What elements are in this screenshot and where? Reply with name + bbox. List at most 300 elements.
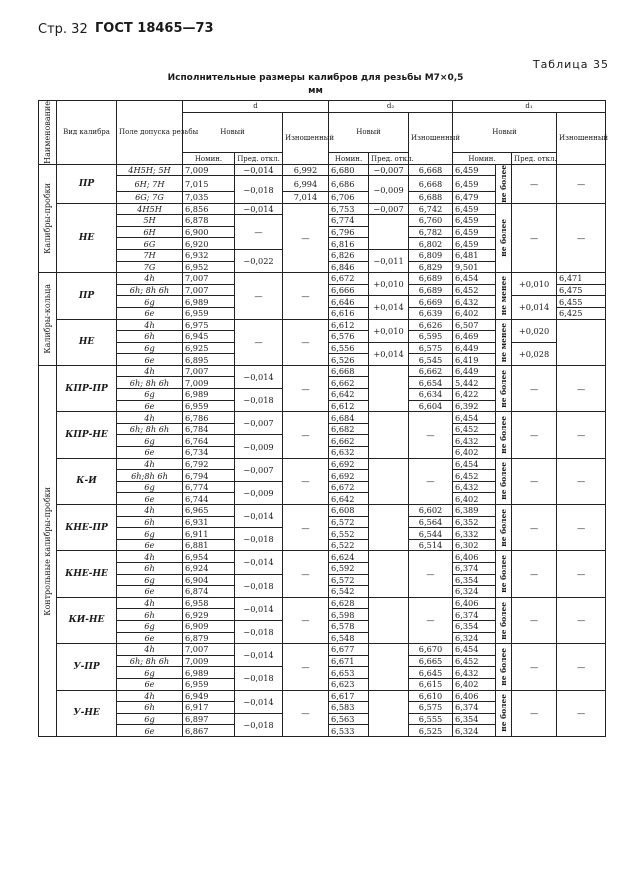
d-nominal: 6,867 <box>183 725 235 737</box>
limit-note: не более <box>496 597 512 643</box>
limit-note: не более <box>496 458 512 504</box>
d2-deviation: +0,014 <box>369 296 409 319</box>
d1-nominal: 6,374 <box>453 562 496 574</box>
d1-deviation: — <box>512 164 557 203</box>
tolerance-field: 6e <box>117 447 183 459</box>
limit-note: не менее <box>496 273 512 319</box>
tolerance-field: 7H <box>117 249 183 261</box>
d1-worn: — <box>557 505 606 551</box>
standard-number: ГОСТ 18465—73 <box>95 21 214 36</box>
d-worn: — <box>283 505 329 551</box>
table-row <box>39 597 606 609</box>
d1-worn: — <box>557 412 606 458</box>
d2-nominal: 6,692 <box>329 458 369 470</box>
d1-nominal: 6,454 <box>453 644 496 656</box>
header-d1-new: Новый <box>453 112 557 153</box>
limit-note: не более <box>496 551 512 597</box>
d-deviation: −0,014 <box>235 505 283 528</box>
d-deviation: −0,009 <box>235 435 283 458</box>
d2-worn: — <box>409 597 453 643</box>
d2-nominal: 6,624 <box>329 551 369 563</box>
d2-worn: 6,610 <box>409 690 453 702</box>
d2-worn: 6,575 <box>409 702 453 714</box>
d2-worn: 6,809 <box>409 249 453 261</box>
d1-nominal: 6,459 <box>453 203 496 215</box>
d2-deviation: −0,007 <box>369 203 409 215</box>
gauge-dimensions-table <box>38 100 609 737</box>
d2-deviation <box>369 505 409 551</box>
limit-note: не более <box>496 505 512 551</box>
d1-nominal: 6,324 <box>453 586 496 598</box>
d-nominal: 6,917 <box>183 702 235 714</box>
d2-worn: 6,514 <box>409 539 453 551</box>
d-worn: — <box>283 203 329 273</box>
tolerance-field: 6H <box>117 226 183 238</box>
d2-worn: 6,615 <box>409 678 453 690</box>
d-deviation: −0,018 <box>235 620 283 643</box>
table-title: Исполнительные размеры калибров для резьбы М7×0,5 <box>167 73 464 83</box>
tolerance-field: 6h;8h 6h <box>117 470 183 482</box>
d2-worn: 6,668 <box>409 164 453 176</box>
gauge-type: ПР <box>57 273 117 319</box>
tolerance-field: 6g <box>117 389 183 401</box>
d2-deviation <box>369 215 409 250</box>
d1-deviation: — <box>512 458 557 504</box>
d1-nominal: 6,459 <box>453 238 496 250</box>
d2-worn: 6,668 <box>409 176 453 192</box>
tolerance-field: 6e <box>117 400 183 412</box>
d1-nominal: 6,449 <box>453 365 496 377</box>
d2-worn: 6,802 <box>409 238 453 250</box>
d1-nominal: 6,507 <box>453 319 496 331</box>
d2-deviation: +0,010 <box>369 319 409 342</box>
limit-note: не более <box>496 203 512 273</box>
tolerance-field: 6h; 8h 6h <box>117 423 183 435</box>
d1-nominal: 6,402 <box>453 307 496 319</box>
d2-worn: 6,742 <box>409 203 453 215</box>
d-deviation: −0,014 <box>235 203 283 215</box>
d-deviation: −0,014 <box>235 164 283 176</box>
d2-worn: 6,689 <box>409 284 453 296</box>
limit-note: не более <box>496 690 512 736</box>
group-label: Калибры-пробки <box>39 164 57 272</box>
tolerance-field: 7G <box>117 261 183 273</box>
d2-nominal: 6,816 <box>329 238 369 250</box>
gauge-type: КПР-НЕ <box>57 412 117 458</box>
d2-nominal: 6,826 <box>329 249 369 261</box>
d1-nominal: 6,469 <box>453 331 496 343</box>
tolerance-field: 6e <box>117 354 183 366</box>
header-d-new: Новый <box>183 112 283 153</box>
tolerance-field: 6e <box>117 725 183 737</box>
tolerance-field: 6e <box>117 493 183 505</box>
d-nominal: 6,965 <box>183 505 235 517</box>
d2-nominal: 6,628 <box>329 597 369 609</box>
tolerance-field: 4h <box>117 365 183 377</box>
d2-worn: 6,555 <box>409 713 453 725</box>
tolerance-field: 6h; 8h 6h <box>117 284 183 296</box>
d-deviation: −0,014 <box>235 597 283 620</box>
d1-nominal: 6,352 <box>453 516 496 528</box>
d-worn: — <box>283 597 329 643</box>
d2-nominal: 6,642 <box>329 493 369 505</box>
tolerance-field: 6e <box>117 586 183 598</box>
d-deviation: −0,007 <box>235 458 283 481</box>
gauge-type: КИ-НЕ <box>57 597 117 643</box>
d-worn: — <box>283 365 329 411</box>
d1-deviation: +0,014 <box>512 296 557 319</box>
tolerance-field: 6g <box>117 435 183 447</box>
d2-deviation: −0,011 <box>369 249 409 272</box>
d2-nominal: 6,533 <box>329 725 369 737</box>
tolerance-field: 6G; 7G <box>117 191 183 203</box>
header-vid: Вид калибра <box>57 101 117 165</box>
d-nominal: 6,952 <box>183 261 235 273</box>
d2-nominal: 6,608 <box>329 505 369 517</box>
gauge-type: У-ПР <box>57 644 117 690</box>
d-nominal: 6,904 <box>183 574 235 586</box>
d1-nominal: 6,406 <box>453 690 496 702</box>
limit-note: не более <box>496 164 512 203</box>
limit-note: не более <box>496 412 512 458</box>
tolerance-field: 4h <box>117 458 183 470</box>
d2-nominal: 6,552 <box>329 528 369 540</box>
d-nominal: 7,035 <box>183 191 235 203</box>
d2-nominal: 6,677 <box>329 644 369 656</box>
d-nominal: 6,989 <box>183 389 235 401</box>
d-nominal: 6,734 <box>183 447 235 459</box>
d2-nominal: 6,774 <box>329 215 369 227</box>
d-nominal: 6,945 <box>183 331 235 343</box>
d-deviation: −0,009 <box>235 481 283 504</box>
d2-worn: — <box>409 412 453 458</box>
d2-worn: 6,626 <box>409 319 453 331</box>
d-nominal: 6,897 <box>183 713 235 725</box>
d-nominal: 6,784 <box>183 423 235 435</box>
d1-nominal: 6,454 <box>453 273 496 285</box>
tolerance-field: 6g <box>117 528 183 540</box>
d2-nominal: 6,612 <box>329 319 369 331</box>
d2-worn: — <box>409 458 453 504</box>
d2-nominal: 6,662 <box>329 435 369 447</box>
d2-worn: 6,525 <box>409 725 453 737</box>
tolerance-field: 6h <box>117 331 183 343</box>
d1-deviation: — <box>512 690 557 736</box>
table-row <box>39 505 606 517</box>
d1-nominal: 6,459 <box>453 176 496 192</box>
d-nominal: 6,931 <box>183 516 235 528</box>
tolerance-field: 6g <box>117 667 183 679</box>
d2-deviation <box>369 458 409 504</box>
d1-deviation: — <box>512 365 557 411</box>
d-nominal: 7,009 <box>183 377 235 389</box>
d2-nominal: 6,653 <box>329 667 369 679</box>
d2-worn: 6,639 <box>409 307 453 319</box>
d-nominal: 7,007 <box>183 284 235 296</box>
tolerance-field: 6G <box>117 238 183 250</box>
d1-worn: 6,425 <box>557 307 606 319</box>
d2-nominal: 6,706 <box>329 191 369 203</box>
d-nominal: 6,881 <box>183 539 235 551</box>
group-label: Калибры-кольца <box>39 273 57 366</box>
d1-deviation: +0,020 <box>512 319 557 342</box>
d2-nominal: 6,684 <box>329 412 369 424</box>
d1-nominal: 6,459 <box>453 164 496 176</box>
d1-nominal: 6,392 <box>453 400 496 412</box>
d-worn: 6,992 <box>283 164 329 176</box>
d1-worn: — <box>557 203 606 273</box>
tolerance-field: 6H; 7H <box>117 176 183 192</box>
d-deviation: −0,014 <box>235 690 283 713</box>
d-deviation: −0,022 <box>235 249 283 272</box>
d1-nominal: 6,419 <box>453 354 496 366</box>
d1-deviation: +0,028 <box>512 342 557 365</box>
d2-deviation: −0,007 <box>369 164 409 176</box>
d2-worn: 6,689 <box>409 273 453 285</box>
tolerance-field: 6e <box>117 678 183 690</box>
tolerance-field: 4h <box>117 273 183 285</box>
d2-worn: 6,662 <box>409 365 453 377</box>
d2-nominal: 6,753 <box>329 203 369 215</box>
d2-nominal: 6,680 <box>329 164 369 176</box>
d2-worn: 6,595 <box>409 331 453 343</box>
tolerance-field: 6g <box>117 574 183 586</box>
tolerance-field: 6h <box>117 609 183 621</box>
d1-nominal: 6,432 <box>453 435 496 447</box>
d2-nominal: 6,846 <box>329 261 369 273</box>
d2-nominal: 6,672 <box>329 273 369 285</box>
tolerance-field: 6h <box>117 516 183 528</box>
table-row <box>39 551 606 563</box>
tolerance-field: 4h <box>117 551 183 563</box>
gauge-type: КНЕ-ПР <box>57 505 117 551</box>
d1-nominal: 6,332 <box>453 528 496 540</box>
tolerance-field: 6g <box>117 481 183 493</box>
d1-deviation: — <box>512 644 557 690</box>
d2-nominal: 6,616 <box>329 307 369 319</box>
d2-nominal: 6,623 <box>329 678 369 690</box>
tolerance-field: 6h; 8h 6h <box>117 377 183 389</box>
d-deviation: −0,018 <box>235 176 283 203</box>
tolerance-field: 6h <box>117 562 183 574</box>
d-worn: — <box>283 690 329 736</box>
tolerance-field: 6g <box>117 296 183 308</box>
d-worn: 7,014 <box>283 191 329 203</box>
d1-deviation: — <box>512 505 557 551</box>
gauge-type: НЕ <box>57 319 117 365</box>
tolerance-field: 5H <box>117 215 183 227</box>
table-unit: мм <box>308 86 323 96</box>
table-body <box>39 164 606 736</box>
d2-deviation <box>369 551 409 597</box>
tolerance-field: 6h <box>117 702 183 714</box>
d-nominal: 7,007 <box>183 365 235 377</box>
header-d2-nom: Номин. <box>329 153 369 165</box>
tolerance-field: 4h <box>117 690 183 702</box>
header-d-izn: Изношенный <box>283 112 329 164</box>
d1-deviation: — <box>512 203 557 273</box>
d1-deviation: — <box>512 412 557 458</box>
header-d1-pred: Пред. откл. <box>512 153 557 165</box>
d2-worn: 6,782 <box>409 226 453 238</box>
d2-nominal: 6,796 <box>329 226 369 238</box>
d1-nominal: 6,324 <box>453 632 496 644</box>
limit-note: не более <box>496 365 512 411</box>
d1-nominal: 6,402 <box>453 447 496 459</box>
d-nominal: 6,874 <box>183 586 235 598</box>
d1-nominal: 6,452 <box>453 423 496 435</box>
d-nominal: 6,774 <box>183 481 235 493</box>
d1-nominal: 6,374 <box>453 609 496 621</box>
d1-nominal: 6,454 <box>453 412 496 424</box>
d-deviation: −0,018 <box>235 667 283 690</box>
d2-nominal: 6,646 <box>329 296 369 308</box>
page-number: Стр. 32 <box>38 22 88 37</box>
d-nominal: 6,786 <box>183 412 235 424</box>
d2-deviation <box>369 365 409 411</box>
d-nominal: 6,792 <box>183 458 235 470</box>
table-row <box>39 365 606 377</box>
d1-nominal: 6,432 <box>453 481 496 493</box>
d-nominal: 6,932 <box>183 249 235 261</box>
d2-deviation <box>369 412 409 458</box>
tolerance-field: 4H5H <box>117 203 183 215</box>
d1-nominal: 6,324 <box>453 725 496 737</box>
d1-worn: — <box>557 597 606 643</box>
d-nominal: 7,007 <box>183 273 235 285</box>
d1-nominal: 6,459 <box>453 226 496 238</box>
table-row <box>39 319 606 331</box>
header-pole: Поле допуска резьбы <box>117 101 183 165</box>
d1-nominal: 6,481 <box>453 249 496 261</box>
d-nominal: 6,959 <box>183 400 235 412</box>
d-nominal: 6,895 <box>183 354 235 366</box>
d1-nominal: 6,402 <box>453 678 496 690</box>
d2-worn: 6,575 <box>409 342 453 354</box>
header-d-nom: Номин. <box>183 153 235 165</box>
table-row <box>39 412 606 424</box>
header-d1: d₁ <box>453 101 606 113</box>
d2-worn: 6,604 <box>409 400 453 412</box>
table-row <box>39 644 606 656</box>
header-d: d <box>183 101 329 113</box>
header-naim: Наименование <box>39 101 57 165</box>
d2-nominal: 6,642 <box>329 389 369 401</box>
d-deviation: −0,014 <box>235 365 283 388</box>
d-nominal: 6,975 <box>183 319 235 331</box>
d-deviation: — <box>235 319 283 365</box>
d-deviation: −0,014 <box>235 644 283 667</box>
d-nominal: 6,959 <box>183 678 235 690</box>
header-d1-nom: Номин. <box>453 153 512 165</box>
d2-worn: 6,634 <box>409 389 453 401</box>
table-label: Таблица 35 <box>532 58 609 71</box>
d-nominal: 6,925 <box>183 342 235 354</box>
d2-nominal: 6,526 <box>329 354 369 366</box>
d-nominal: 7,007 <box>183 644 235 656</box>
d2-deviation <box>369 644 409 690</box>
tolerance-field: 4h <box>117 319 183 331</box>
d-deviation: −0,014 <box>235 551 283 574</box>
table-row <box>39 273 606 285</box>
d2-nominal: 6,666 <box>329 284 369 296</box>
d-nominal: 7,009 <box>183 164 235 176</box>
header-d2: d₂ <box>329 101 453 113</box>
d2-nominal: 6,522 <box>329 539 369 551</box>
d-nominal: 6,794 <box>183 470 235 482</box>
d2-nominal: 6,572 <box>329 516 369 528</box>
d-nominal: 6,909 <box>183 620 235 632</box>
d-nominal: 7,015 <box>183 176 235 192</box>
d2-deviation <box>369 597 409 643</box>
tolerance-field: 6e <box>117 307 183 319</box>
table-row <box>39 203 606 215</box>
table-row <box>39 458 606 470</box>
d2-worn: 6,669 <box>409 296 453 308</box>
gauge-type: У-НЕ <box>57 690 117 736</box>
tolerance-field: 4h <box>117 505 183 517</box>
d2-nominal: 6,668 <box>329 365 369 377</box>
tolerance-field: 6e <box>117 539 183 551</box>
d1-nominal: 6,452 <box>453 655 496 667</box>
limit-note: не менее <box>496 319 512 365</box>
d2-worn: 6,545 <box>409 354 453 366</box>
d1-nominal: 5,442 <box>453 377 496 389</box>
d-nominal: 6,900 <box>183 226 235 238</box>
d2-deviation: −0,009 <box>369 176 409 203</box>
d1-worn: 6,455 <box>557 296 606 308</box>
d2-nominal: 6,662 <box>329 377 369 389</box>
d2-nominal: 6,583 <box>329 702 369 714</box>
d1-worn: 6,471 <box>557 273 606 285</box>
d2-worn: 6,760 <box>409 215 453 227</box>
table-row <box>39 164 606 176</box>
tolerance-field: 4h <box>117 644 183 656</box>
d1-worn: 6,475 <box>557 284 606 296</box>
d2-worn: 6,654 <box>409 377 453 389</box>
d-deviation: −0,018 <box>235 574 283 597</box>
d-nominal: 7,009 <box>183 655 235 667</box>
d1-worn: — <box>557 458 606 504</box>
d-nominal: 6,929 <box>183 609 235 621</box>
d1-nominal: 6,302 <box>453 539 496 551</box>
d1-worn: — <box>557 690 606 736</box>
d1-nominal: 9,501 <box>453 261 496 273</box>
d2-deviation <box>369 690 409 736</box>
d1-nominal: 6,389 <box>453 505 496 517</box>
d1-nominal: 6,479 <box>453 191 496 203</box>
d-nominal: 6,958 <box>183 597 235 609</box>
tolerance-field: 4h <box>117 412 183 424</box>
d1-worn: — <box>557 164 606 203</box>
d-worn: — <box>283 458 329 504</box>
d2-nominal: 6,572 <box>329 574 369 586</box>
d-deviation: — <box>235 273 283 319</box>
gauge-type: КПР-ПР <box>57 365 117 411</box>
d2-nominal: 6,563 <box>329 713 369 725</box>
d2-deviation: +0,014 <box>369 342 409 365</box>
d1-nominal: 6,354 <box>453 713 496 725</box>
d-worn: — <box>283 551 329 597</box>
d1-nominal: 6,402 <box>453 493 496 505</box>
d2-nominal: 6,672 <box>329 481 369 493</box>
d-worn: — <box>283 319 329 365</box>
d-nominal: 6,878 <box>183 215 235 227</box>
tolerance-field: 4H5H; 5H <box>117 164 183 176</box>
d1-nominal: 6,422 <box>453 389 496 401</box>
d1-nominal: 6,406 <box>453 597 496 609</box>
d1-nominal: 6,452 <box>453 284 496 296</box>
